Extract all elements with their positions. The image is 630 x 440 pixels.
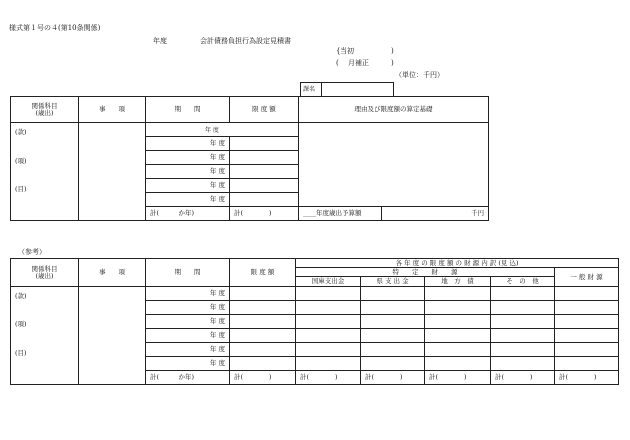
ref-cell[interactable]: [296, 343, 361, 357]
ref-general-total[interactable]: 計( ): [555, 371, 619, 385]
budget-unit: 千円: [471, 209, 484, 217]
period-first-label: 年 度: [205, 127, 219, 134]
ref-cell[interactable]: [425, 343, 491, 357]
ref-cell[interactable]: [491, 343, 555, 357]
ref-cell[interactable]: [361, 315, 425, 329]
ref-cell[interactable]: [555, 357, 619, 371]
ref-prefectural-total[interactable]: 計( ): [361, 371, 425, 385]
ref-cell[interactable]: [425, 315, 491, 329]
ref-cell[interactable]: [296, 301, 361, 315]
document-title: 会計債務負担行為設定見積書: [200, 37, 291, 45]
ref-cell[interactable]: [555, 287, 619, 301]
ref-cell[interactable]: [230, 329, 296, 343]
ref-item-cell[interactable]: [79, 287, 146, 385]
header-limit: 限 度 額: [230, 97, 299, 123]
ref-cell[interactable]: [491, 357, 555, 371]
estimate-table: [10, 96, 489, 221]
ref-category-moku: (目): [15, 349, 27, 357]
reference-table: [10, 258, 619, 385]
ref-header-limit: 限 度 額: [230, 259, 296, 287]
limit-row[interactable]: [230, 151, 299, 165]
ref-bonds-total[interactable]: 計( ): [425, 371, 491, 385]
ref-cell[interactable]: [296, 315, 361, 329]
category-moku: (目): [15, 185, 27, 193]
ref-period-row[interactable]: 年 度: [146, 357, 230, 371]
ref-cell[interactable]: [555, 301, 619, 315]
ref-national-total[interactable]: 計( ): [296, 371, 361, 385]
ref-header-account-line1: 関係科目: [31, 264, 58, 273]
ref-cell[interactable]: [361, 343, 425, 357]
reason-cell[interactable]: [299, 123, 489, 207]
ref-cell[interactable]: [230, 343, 296, 357]
ref-period-row[interactable]: 年 度: [146, 315, 230, 329]
revision-bracket-left: (: [336, 59, 339, 67]
ref-cell[interactable]: [555, 329, 619, 343]
ref-cell[interactable]: [555, 343, 619, 357]
ref-period-row[interactable]: 年 度: [146, 287, 230, 301]
period-row[interactable]: 年 度: [146, 137, 230, 151]
ref-period-total[interactable]: 計( か年): [146, 371, 230, 385]
ref-cell[interactable]: [425, 301, 491, 315]
ref-cell[interactable]: [425, 357, 491, 371]
ref-header-national: 国庫支出金: [296, 277, 361, 287]
ref-header-bonds: 地 方 債: [425, 277, 491, 287]
ref-header-general: 一 般 財 源: [555, 268, 619, 287]
revision-label: 月補正: [348, 59, 369, 67]
ref-period-row[interactable]: 年 度: [146, 343, 230, 357]
ref-cell[interactable]: [230, 287, 296, 301]
ref-cell[interactable]: [296, 357, 361, 371]
ref-cell[interactable]: [425, 287, 491, 301]
ref-cell[interactable]: [361, 329, 425, 343]
period-row[interactable]: 年 度: [146, 151, 230, 165]
ref-header-period: 期 間: [146, 259, 230, 287]
ref-period-row[interactable]: 年 度: [146, 329, 230, 343]
ref-header-item: 事 項: [79, 259, 146, 287]
header-account-line2: (歳出): [35, 108, 54, 117]
ref-cell[interactable]: [491, 287, 555, 301]
limit-row[interactable]: [230, 137, 299, 151]
limit-row[interactable]: [230, 165, 299, 179]
ref-limit-total[interactable]: 計( ): [230, 371, 296, 385]
unit-label: （単位：千円）: [395, 71, 444, 79]
year-label: 年度: [153, 37, 167, 45]
bracket-right-top: ): [391, 47, 394, 55]
ref-cell[interactable]: [491, 315, 555, 329]
ref-cell[interactable]: [361, 287, 425, 301]
initial-bracket-left: {: [336, 47, 341, 55]
ref-category-kan: (款): [15, 292, 27, 300]
initial-label: 当初: [340, 47, 354, 55]
period-row[interactable]: 年 度: [146, 165, 230, 179]
form-number: 様式第１号の４(第10条関係): [9, 24, 101, 32]
header-period: 期 間: [146, 97, 230, 123]
header-account-line1: 関係科目: [31, 101, 58, 110]
ref-header-account-line2: (歳出): [35, 271, 54, 280]
header-account: [11, 97, 79, 123]
period-total[interactable]: 計( か年): [146, 207, 230, 221]
ref-cell[interactable]: [491, 301, 555, 315]
section-label: 課名: [303, 86, 316, 93]
category-kou: (項): [15, 157, 27, 165]
header-item: 事 項: [79, 97, 146, 123]
ref-cell[interactable]: [230, 315, 296, 329]
header-reason: 理由及び限度額の算定基礎: [299, 97, 489, 123]
category-kan: (款): [15, 128, 27, 136]
item-cell[interactable]: [79, 123, 146, 221]
limit-total[interactable]: 計( ): [230, 207, 299, 221]
ref-cell[interactable]: [296, 329, 361, 343]
reference-caption: （参考）: [18, 248, 46, 256]
period-row[interactable]: 年 度: [146, 179, 230, 193]
ref-cell[interactable]: [491, 329, 555, 343]
period-row[interactable]: 年 度: [146, 193, 230, 207]
ref-cell[interactable]: [230, 357, 296, 371]
limit-row[interactable]: [230, 193, 299, 207]
ref-header-prefectural: 県 支 出 金: [361, 277, 425, 287]
ref-cell[interactable]: [555, 315, 619, 329]
limit-row[interactable]: [230, 179, 299, 193]
bracket-right-bottom: ): [391, 59, 394, 67]
ref-cell[interactable]: [425, 329, 491, 343]
account-cell[interactable]: [11, 123, 79, 221]
ref-cell[interactable]: [361, 301, 425, 315]
ref-cell[interactable]: [361, 357, 425, 371]
ref-header-account: [11, 259, 79, 287]
budget-label: ____年度歳出予算額: [303, 209, 362, 217]
ref-cell[interactable]: [230, 301, 296, 315]
ref-other-total[interactable]: 計( ): [491, 371, 555, 385]
section-name-field[interactable]: [322, 83, 391, 95]
ref-account-cell[interactable]: [11, 287, 79, 385]
ref-header-special: 特 定 財 源: [296, 268, 555, 277]
ref-category-kou: (項): [15, 320, 27, 328]
ref-header-other: そ の 他: [491, 277, 555, 287]
ref-cell[interactable]: [296, 287, 361, 301]
ref-period-row[interactable]: 年 度: [146, 301, 230, 315]
ref-header-breakdown: 各 年 度 の 限 度 額 の 財 源 内 訳 (見 込): [296, 259, 619, 268]
